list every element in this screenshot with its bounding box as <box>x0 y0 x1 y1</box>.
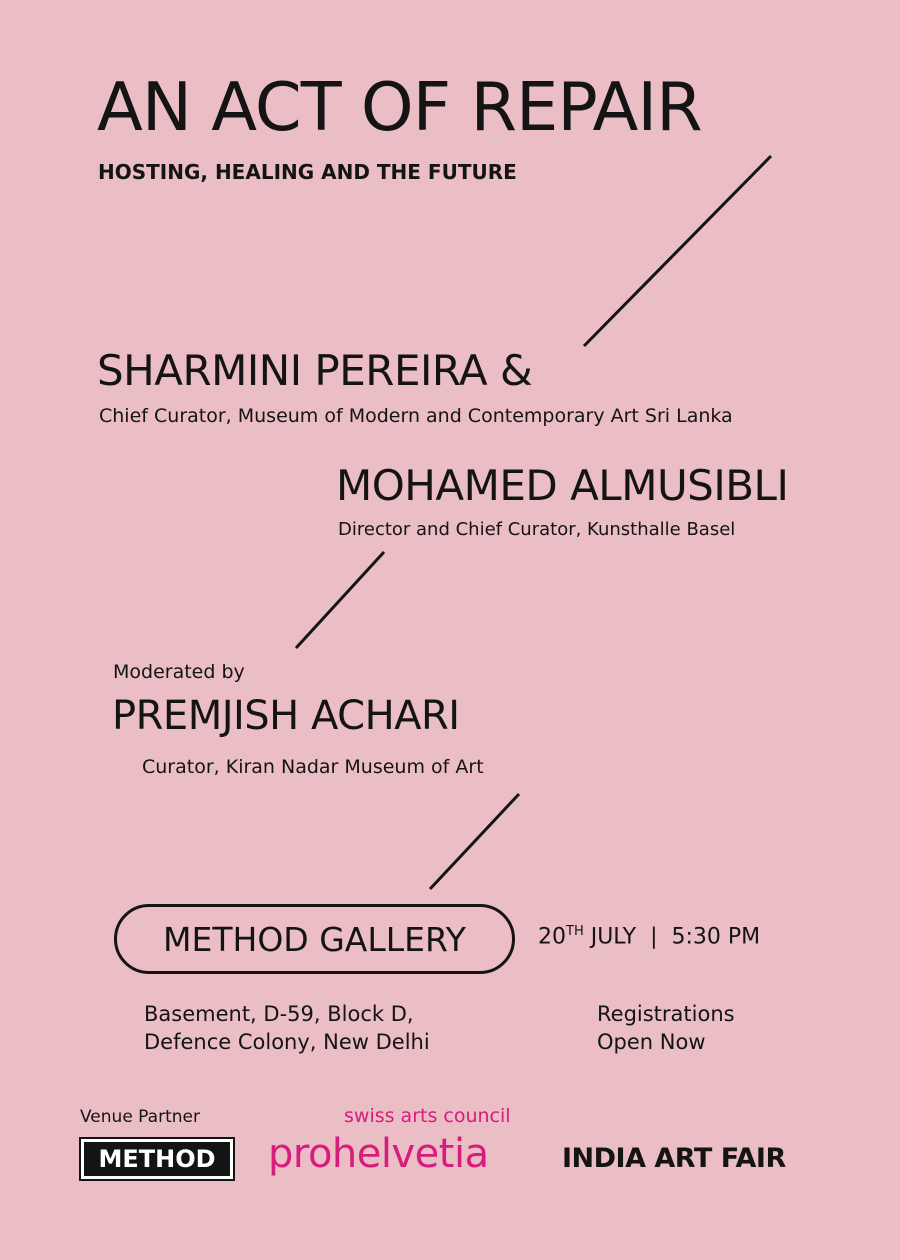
connector-line-3 <box>430 794 519 889</box>
venue-name: METHOD GALLERY <box>163 919 466 959</box>
venue-pill <box>114 904 515 974</box>
poster-subtitle: HOSTING, HEALING AND THE FUTURE <box>98 160 517 184</box>
date-suffix: TH <box>566 924 584 939</box>
date-day: 20 <box>538 924 566 950</box>
swiss-arts-council-label: swiss arts council <box>344 1105 511 1127</box>
poster-title: AN ACT OF REPAIR <box>97 68 702 146</box>
moderator-role: Curator, Kiran Nadar Museum of Art <box>142 756 484 778</box>
address-line-1: Basement, D-59, Block D, <box>144 1002 414 1026</box>
event-datetime <box>538 924 760 949</box>
india-art-fair-logo: INDIA ART FAIR <box>562 1143 786 1174</box>
date-time: JULY | 5:30 PM <box>583 924 761 950</box>
venue-address <box>144 1000 430 1056</box>
speaker-role-2: Director and Chief Curator, Kunsthalle Basel <box>338 519 736 540</box>
registration-notice <box>597 1000 735 1056</box>
prohelvetia-logo: prohelvetia <box>268 1131 489 1177</box>
address-line-2: Defence Colony, New Delhi <box>144 1030 430 1054</box>
method-logo: METHOD <box>81 1139 233 1179</box>
moderator-name: PREMJISH ACHARI <box>112 693 460 739</box>
registration-line-2: Open Now <box>597 1030 706 1054</box>
speaker-name-1: SHARMINI PEREIRA & <box>97 346 533 395</box>
speaker-name-2: MOHAMED ALMUSIBLI <box>336 461 789 510</box>
registration-line-1: Registrations <box>597 1002 735 1026</box>
speaker-role-1: Chief Curator, Museum of Modern and Contemporary Art Sri Lanka <box>99 405 733 427</box>
connector-line-2 <box>296 552 384 648</box>
connector-line-1 <box>584 156 771 346</box>
moderator-label: Moderated by <box>113 661 245 683</box>
venue-partner-label: Venue Partner <box>80 1107 200 1127</box>
